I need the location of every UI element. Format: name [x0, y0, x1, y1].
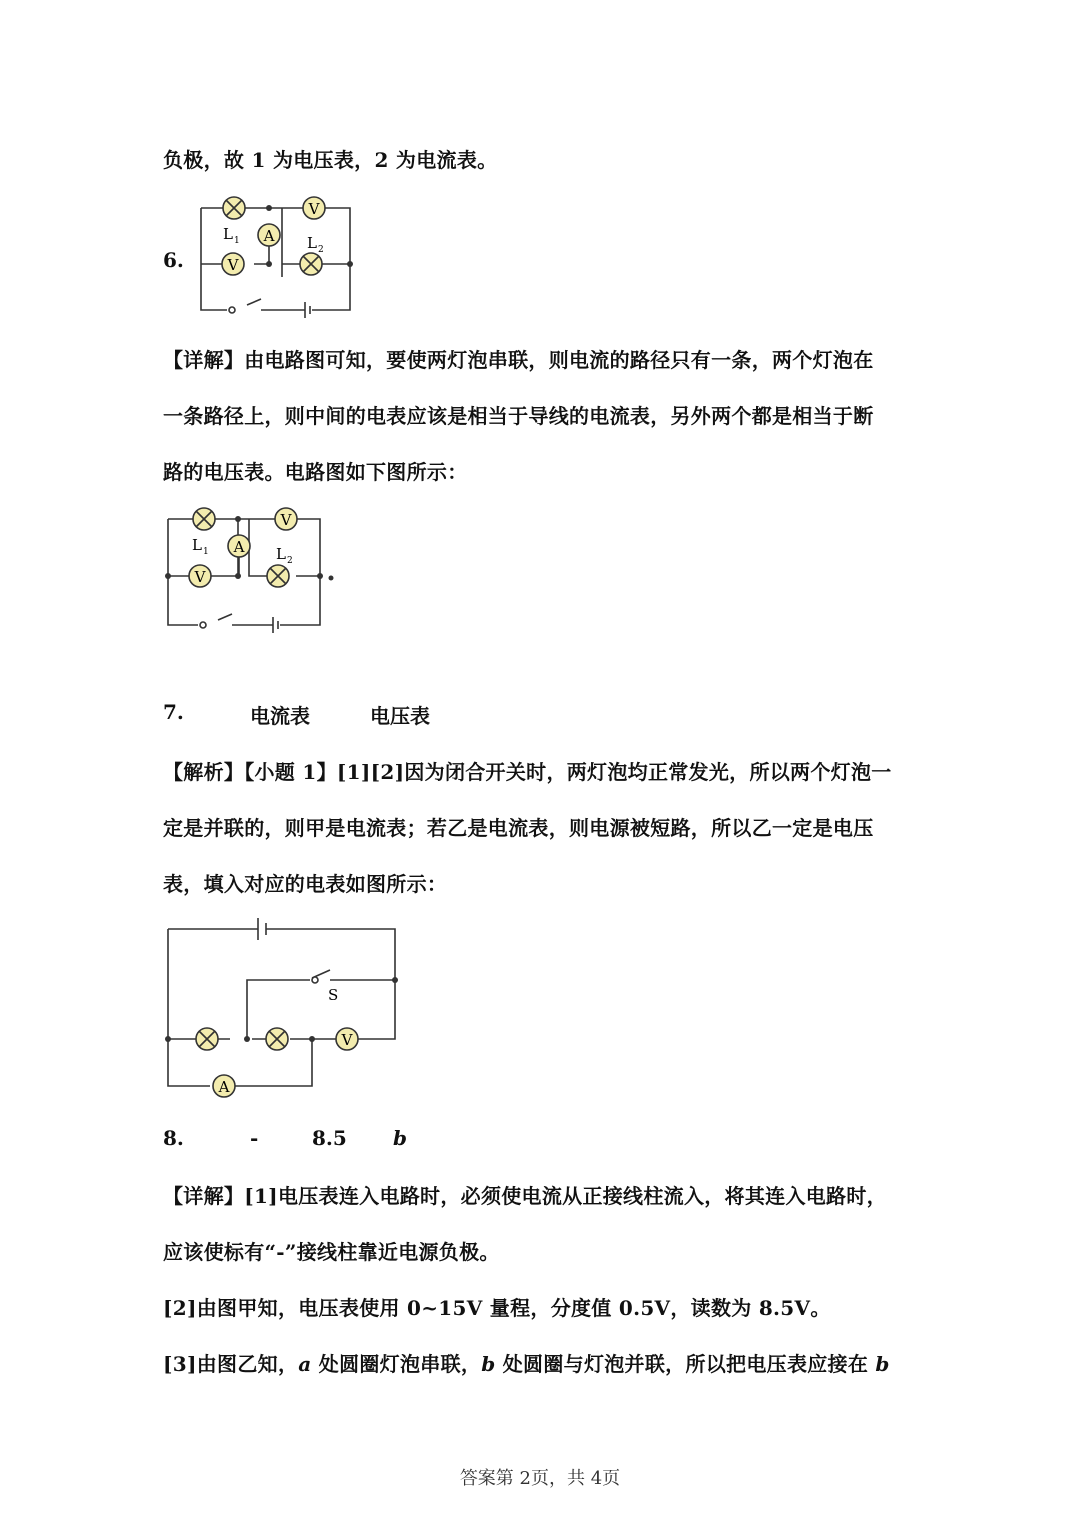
question-8-answer-1: - — [250, 1126, 259, 1150]
text-line-11-part: 处圆圈与灯泡并联，所以把电压表应接在 — [495, 1352, 876, 1376]
lamp-label-l1: L — [223, 225, 233, 243]
meter-label: V — [308, 200, 320, 218]
text-line-11-part: 处圆圈灯泡串联， — [311, 1352, 482, 1376]
question-8-number: 8. — [163, 1126, 184, 1150]
ammeter-icon — [228, 535, 250, 557]
variable-b: b — [481, 1352, 496, 1376]
text-line-6: 定是并联的，则甲是电流表；若乙是电流表，则电源被短路，所以乙一定是电压 — [163, 816, 874, 840]
lamp-label-l2-sub: 2 — [287, 556, 293, 566]
lamp-label-l1-sub: 1 — [203, 547, 209, 557]
question-8-answer-2: 8.5 — [312, 1126, 347, 1150]
lamp-icon — [223, 197, 245, 219]
meter-label: A — [233, 538, 245, 556]
lamp-icon — [193, 508, 215, 530]
meter-label: V — [194, 568, 206, 586]
lamp-icon — [300, 253, 322, 275]
lamp-label-l2: L — [276, 545, 286, 563]
circuit-diagram-3 — [160, 910, 405, 1105]
voltmeter-icon — [336, 1028, 358, 1050]
text-line-8: 【详解】[1]电压表连入电路时，必须使电流从正接线柱流入，将其连入电路时， — [163, 1184, 887, 1208]
voltmeter-icon — [303, 197, 325, 219]
page-footer: 答案第 2页，共 4页 — [459, 1468, 621, 1489]
switch-label: S — [328, 986, 339, 1004]
lamp-icon — [267, 565, 289, 587]
circuit-diagram-1 — [195, 192, 355, 322]
text-line-11 — [163, 1350, 890, 1378]
circuit-diagram-2 — [162, 503, 342, 637]
text-line-7: 表，填入对应的电表如图所示： — [163, 872, 448, 896]
lamp-icon — [266, 1028, 288, 1050]
ammeter-icon — [258, 224, 280, 246]
text-line-9: 应该使标有“-”接线柱靠近电源负极。 — [163, 1240, 500, 1264]
lamp-icon — [196, 1028, 218, 1050]
meter-label: V — [280, 511, 292, 529]
text-line-4: 路的电压表。电路图如下图所示： — [163, 460, 468, 484]
lamp-label-l1-sub: 1 — [234, 236, 240, 246]
voltmeter-icon — [275, 508, 297, 530]
variable-a: a — [298, 1352, 312, 1376]
lamp-label-l2: L — [307, 234, 317, 252]
lamp-label-l1: L — [192, 536, 202, 554]
question-6-number: 6. — [163, 248, 184, 272]
voltmeter-icon — [189, 565, 211, 587]
text-line-1: 负极，故 1 为电压表，2 为电流表。 — [163, 148, 498, 172]
ammeter-icon — [213, 1075, 235, 1097]
question-7-answer-1: 电流表 — [250, 704, 310, 728]
variable-b: b — [875, 1352, 890, 1376]
text-line-5: 【解析】【小题 1】[1][2]因为闭合开关时，两灯泡均正常发光，所以两个灯泡一 — [163, 760, 892, 784]
meter-label: A — [263, 227, 275, 245]
lamp-label-l2-sub: 2 — [318, 245, 324, 255]
text-line-3: 一条路径上，则中间的电表应该是相当于导线的电流表，另外两个都是相当于断 — [163, 404, 874, 428]
question-8-answer-3: b — [393, 1126, 407, 1150]
text-line-11-part: [3]由图乙知， — [163, 1352, 299, 1376]
voltmeter-icon — [222, 253, 244, 275]
text-line-2: 【详解】由电路图可知，要使两灯泡串联，则电流的路径只有一条，两个灯泡在 — [163, 348, 874, 372]
meter-label: V — [341, 1031, 353, 1049]
question-7-number: 7. — [163, 700, 184, 724]
question-7-answer-2: 电压表 — [370, 704, 430, 728]
text-line-10: [2]由图甲知，电压表使用 0~15V 量程，分度值 0.5V，读数为 8.5V。 — [163, 1296, 831, 1320]
meter-label: A — [218, 1078, 230, 1096]
meter-label: V — [227, 256, 239, 274]
